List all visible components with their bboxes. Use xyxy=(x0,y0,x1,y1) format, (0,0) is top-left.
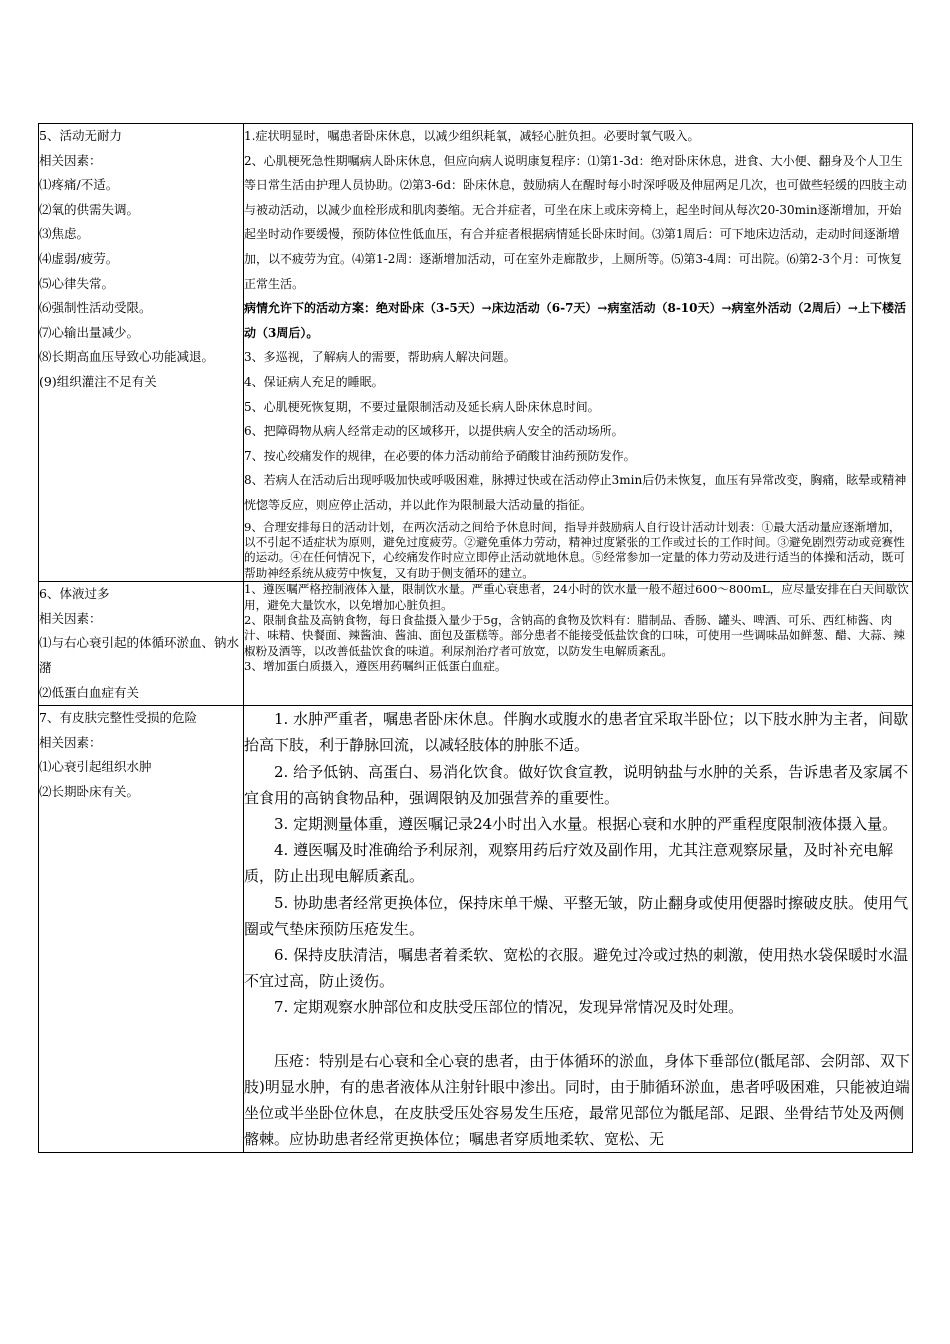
nursing-care-table xyxy=(38,123,913,1153)
measure-item: 9、合理安排每日的活动计划，在两次活动之间给予休息时间，指导并鼓励病人自行设计活动计划表：①最大活动量应逐渐增加，以不引起不适症状为原则，避免过度疲劳。②避免重体力劳动，精神过度紧张的工作或过长的工作时间。③避免剧烈劳动或竞赛性的运动。④在任何情况下，心绞痛发作时应立即停止活动就地休息。⑤经常参加一定量的体力劳动及进行适当的体操和活动，既可帮助神经系统从疲劳中恢复，又有助于侧支循环的建立。 xyxy=(244,519,905,580)
related-factor: ⑴心衰引起组织水肿 xyxy=(39,759,152,775)
related-factor: ⑺心输出量减少。 xyxy=(39,324,140,340)
related-factors-label: 相关因素： xyxy=(39,152,102,168)
measure-item: 4、保证病人充足的睡眠。 xyxy=(244,374,384,389)
measure-item: 5、心肌梗死恢复期，不要过量限制活动及延长病人卧床休息时间。 xyxy=(244,399,600,414)
measures-cell xyxy=(244,582,913,706)
related-factor: ⑵低蛋白血症有关 xyxy=(39,684,140,700)
table-row xyxy=(39,706,913,1153)
measures-cell xyxy=(244,706,913,1153)
measure-item: 2. 给予低钠、高蛋白、易消化饮食。做好饮食宣教，说明钠盐与水肿的关系，告诉患者及家属不宜食用的高钠食物品种，强调限钠及加强营养的重要性。 xyxy=(244,762,909,807)
measure-item: 1、遵医嘱严格控制液体入量，限制饮水量。严重心衰患者，24小时的饮水量一般不超过600～800mL，应尽量安排在白天间歇饮用，避免大量饮水，以免增加心脏负担。 xyxy=(244,582,909,612)
measure-item: 3、多巡视，了解病人的需要，帮助病人解决问题。 xyxy=(244,350,516,365)
related-factors-label: 相关因素： xyxy=(39,734,102,750)
related-factor: ⑴疼痛/不适。 xyxy=(39,177,119,193)
measure-item: 2、心肌梗死急性期嘱病人卧床休息，但应向病人说明康复程序：⑴第1-3d：绝对卧床休息，进食、大小便、翻身及个人卫生等日常生活由护理人员协助。⑵第3-6d：卧床休息，鼓励病人在醒时每小时深呼吸及伸屈两足几次，也可做些轻缓的四肢主动与被动活动，以减少血栓形成和肌肉萎缩。无合并症者，可坐在床上或床旁椅上，起坐时间从每次20-30min逐渐增加，开始起坐时动作要缓慢，预防体位性低血压，有合并症者根据病情延长卧床时间。⑶第1周后：可下地床边活动，走动时间逐渐增加，以不疲劳为宜。⑷第1-2周：逐渐增加活动，可在室外走廊散步，上厕所等。⑸第3-4周：可出院。⑹第2-3个月：可恢复正常生活。 xyxy=(244,153,908,291)
diagnosis-cell xyxy=(39,706,244,1153)
related-factor: (9)组织灌注不足有关 xyxy=(39,373,157,389)
related-factor: ⑴与右心衰引起的体循环淤血、钠水潴 xyxy=(39,635,240,675)
measure-item: 7、按心绞痛发作的规律，在必要的体力活动前给予硝酸甘油药预防发作。 xyxy=(244,448,636,463)
measure-item: 7. 定期观察水肿部位和皮肤受压部位的情况，发现异常情况及时处理。 xyxy=(274,998,744,1017)
measure-item: 2、限制食盐及高钠食物，每日食盐摄入量少于5g，含钠高的食物及饮料有：腊制品、香肠、罐头、啤酒、可乐、西红柿酱、肉汁、味精、快餐面、辣酱油、酱油、面包及蛋糕等。部分患者不能接受低盐饮食的口味，可使用一些调味品如鲜葱、醋、大蒜、辣椒粉及酒等，以改善低盐饮食的味道。利尿剂治疗者可放宽，以防发生电解质紊乱。 xyxy=(244,612,905,658)
related-factors-label: 相关因素： xyxy=(39,610,102,626)
related-factor: ⑸心律失常。 xyxy=(39,275,115,291)
measure-item: 5. 协助患者经常更换体位，保持床单干燥、平整无皱，防止翻身或使用便器时擦破皮肤。使用气圈或气垫床预防压疮发生。 xyxy=(244,893,909,938)
diagnosis-title: 7、有皮肤完整性受损的危险 xyxy=(39,710,197,726)
related-factor: ⑶焦虑。 xyxy=(39,226,90,242)
diagnosis-title: 5、活动无耐力 xyxy=(39,128,122,143)
measure-item: 6、把障碍物从病人经常走动的区域移开，以提供病人安全的活动场所。 xyxy=(244,424,624,439)
table-row xyxy=(39,124,913,582)
measure-item: 1.症状明显时，嘱患者卧床休息，以减少组织耗氧，减轻心脏负担。必要时氧气吸入。 xyxy=(244,129,700,143)
table-row xyxy=(39,582,913,706)
diagnosis-title: 6、体液过多 xyxy=(39,586,110,602)
measure-item: 8、若病人在活动后出现呼吸加快或呼吸困难，脉搏过快或在活动停止3min后仍未恢复，血压有异常改变，胸痛，眩晕或精神恍惚等反应，则应停止活动，并以此作为限制最大活动量的指征。 xyxy=(244,473,907,512)
activity-plan: 病情允许下的活动方案：绝对卧床（3-5天）→床边活动（6-7天）→病室活动（8-10天）→病室外活动（2周后）→上下楼活动（3周后）。 xyxy=(244,301,906,340)
related-factor: ⑵长期卧床有关。 xyxy=(39,783,140,799)
related-factor: ⑹强制性活动受限。 xyxy=(39,300,152,316)
measure-item: 6. 保持皮肤清洁，嘱患者着柔软、宽松的衣服。避免过冷或过热的刺激，使用热水袋保暖时水温不宜过高，防止烫伤。 xyxy=(244,945,909,991)
diagnosis-cell xyxy=(39,582,244,706)
diagnosis-cell xyxy=(39,124,244,582)
measure-item: 3. 定期测量体重，遵医嘱记录24小时出入水量。根据心衰和水肿的严重程度限制液体摄入量。 xyxy=(274,814,898,833)
related-factor: ⑻长期高血压导致心功能减退。 xyxy=(39,349,215,365)
related-factor: ⑷虚弱/疲劳。 xyxy=(39,250,119,266)
measure-item: 4. 遵医嘱及时准确给予利尿剂，观察用药后疗效及副作用，尤其注意观察尿量，及时补充电解质，防止出现电解质紊乱。 xyxy=(244,841,894,886)
related-factor: ⑵氧的供需失调。 xyxy=(39,201,140,217)
measure-item: 3、增加蛋白质摄入，遵医用药嘱纠正低蛋白血症。 xyxy=(244,659,507,674)
measure-item: 1. 水肿严重者，嘱患者卧床休息。伴胸水或腹水的患者宜采取半卧位；以下肢水肿为主者，间歇抬高下肢，利于静脉回流，以减轻肢体的肿胀不适。 xyxy=(244,710,909,755)
pressure-sore-paragraph: 压疮：特别是右心衰和全心衰的患者，由于体循环的淤血，身体下垂部位(骶尾部、会阴部、双下肢)明显水肿，有的患者液体从注射针眼中渗出。同时，由于肺循环淤血，患者呼吸困难，只能被迫端坐位或半坐卧位休息，在皮肤受压处容易发生压疮，最常见部位为骶尾部、足跟、坐骨结节处及两侧髂棘。应协助患者经常更换体位；嘱患者穿质地柔软、宽松、无 xyxy=(244,1051,910,1149)
measures-cell xyxy=(244,124,913,582)
